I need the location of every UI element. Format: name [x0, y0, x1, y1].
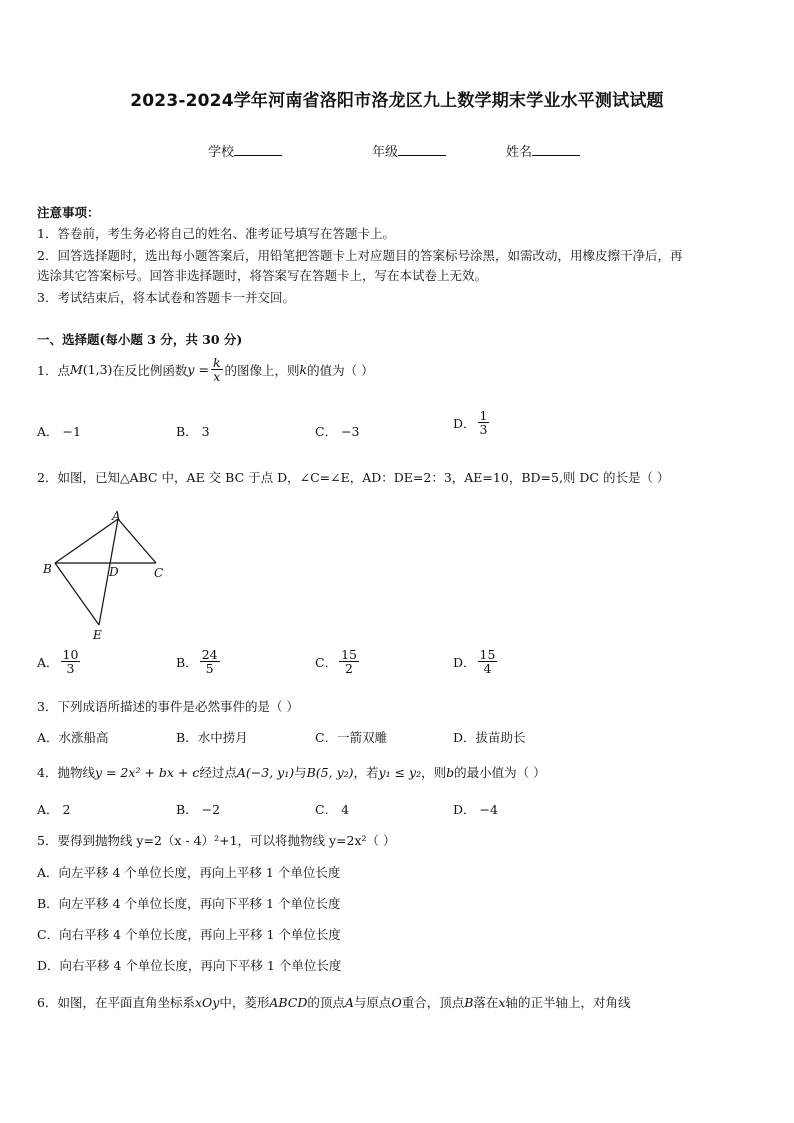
label-e: E — [93, 628, 102, 642]
question-1-stem: 1．点 M (1,3) 在反比例函数 y = $\frac{k}{x}$ 的图像上，则 k 的值为（ ） — [37, 355, 374, 385]
question-4-stem: 4．抛物线y = 2x² + bx + c经过点A(−3, y₁)与B(5, y₂)，若y₁ ≤ y₂，则b的最小值为（ ） — [37, 765, 546, 780]
section-heading: 一、选择题(每小题 3 分，共 30 分) — [37, 332, 243, 347]
option-c: C． $\frac{15}{2}$ — [315, 647, 357, 677]
fraction: $\frac{k}{x}$ — [212, 355, 221, 385]
option-c: C．向右平移 4 个单位长度，再向上平移 1 个单位长度 — [37, 927, 341, 942]
option-a: A．向左平移 4 个单位长度，再向上平移 1 个单位长度 — [37, 865, 341, 880]
notice-item: 1．答卷前，考生务必将自己的姓名、准考证号填写在答题卡上。 — [37, 226, 395, 241]
exam-title: 2023-2024学年河南省洛阳市洛龙区九上数学期末学业水平测试试题 — [130, 91, 664, 111]
option-d: D． $\frac{15}{4}$ — [453, 647, 496, 677]
option-a: A．水涨船高 — [37, 730, 109, 745]
grade-field — [372, 141, 446, 160]
option-a: A． −1 — [37, 424, 81, 439]
option-b: B． 3 — [176, 424, 210, 439]
segment-be — [55, 563, 99, 625]
name-label: 姓名 — [506, 145, 533, 160]
school-label: 学校 — [208, 145, 235, 160]
label-a: A — [112, 509, 121, 523]
option-b: B．向左平移 4 个单位长度，再向下平移 1 个单位长度 — [37, 896, 341, 911]
question-5-stem: 5．要得到抛物线 y=2（x - 4）²+1，可以将抛物线 y=2x²（ ） — [37, 833, 396, 848]
option-a: A． $\frac{10}{3}$ — [37, 647, 79, 677]
option-c: C． 4 — [315, 802, 350, 817]
segment-ab — [55, 519, 118, 563]
grade-label: 年级 — [372, 145, 399, 160]
option-d: D．向右平移 4 个单位长度，再向下平移 1 个单位长度 — [37, 958, 342, 973]
option-b: B．水中捞月 — [176, 730, 248, 745]
name-blank — [532, 143, 580, 156]
triangle-figure — [35, 505, 175, 645]
notice-item: 选涂其它答案标号。回答非选择题时，将答案写在答题卡上，写在本试卷上无效。 — [37, 268, 488, 283]
label-d: D — [109, 565, 119, 579]
option-c: C．一箭双雕 — [315, 730, 388, 745]
option-d: D． −4 — [453, 802, 498, 817]
option-b: B． $\frac{24}{5}$ — [176, 647, 218, 677]
label-c: C — [154, 566, 164, 580]
label-b: B — [43, 562, 52, 576]
notice-item: 2．回答选择题时，选出每小题答案后，用铅笔把答题卡上对应题目的答案标号涂黑，如需改动，用橡皮擦干净后，再 — [37, 248, 683, 263]
question-2-stem: 2．如图，已知△ABC 中，AE 交 BC 于点 D，∠C=∠E，AD：DE=2：3，AE=10，BD=5,则 DC 的长是（ ） — [37, 470, 670, 485]
name-field — [506, 141, 580, 160]
option-d: D． $\frac{1}{3}$ — [453, 408, 488, 438]
question-3-stem: 3．下列成语所描述的事件是必然事件的是（ ） — [37, 699, 299, 714]
segment-ac — [118, 519, 156, 563]
option-b: B． −2 — [176, 802, 221, 817]
option-d: D．拔苗助长 — [453, 730, 526, 745]
option-c: C． −3 — [315, 424, 360, 439]
notice-heading: 注意事项： — [37, 205, 100, 220]
school-field — [208, 141, 282, 160]
notice-item: 3．考试结束后，将本试卷和答题卡一并交回。 — [37, 290, 295, 305]
school-blank — [234, 143, 282, 156]
question-6-stem: 6．如图，在平面直角坐标系xOy中，菱形ABCD的顶点A与原点O重合，顶点B落在x轴的正半轴上，对角线 — [37, 995, 631, 1010]
grade-blank — [398, 143, 446, 156]
option-a: A． 2 — [37, 802, 71, 817]
